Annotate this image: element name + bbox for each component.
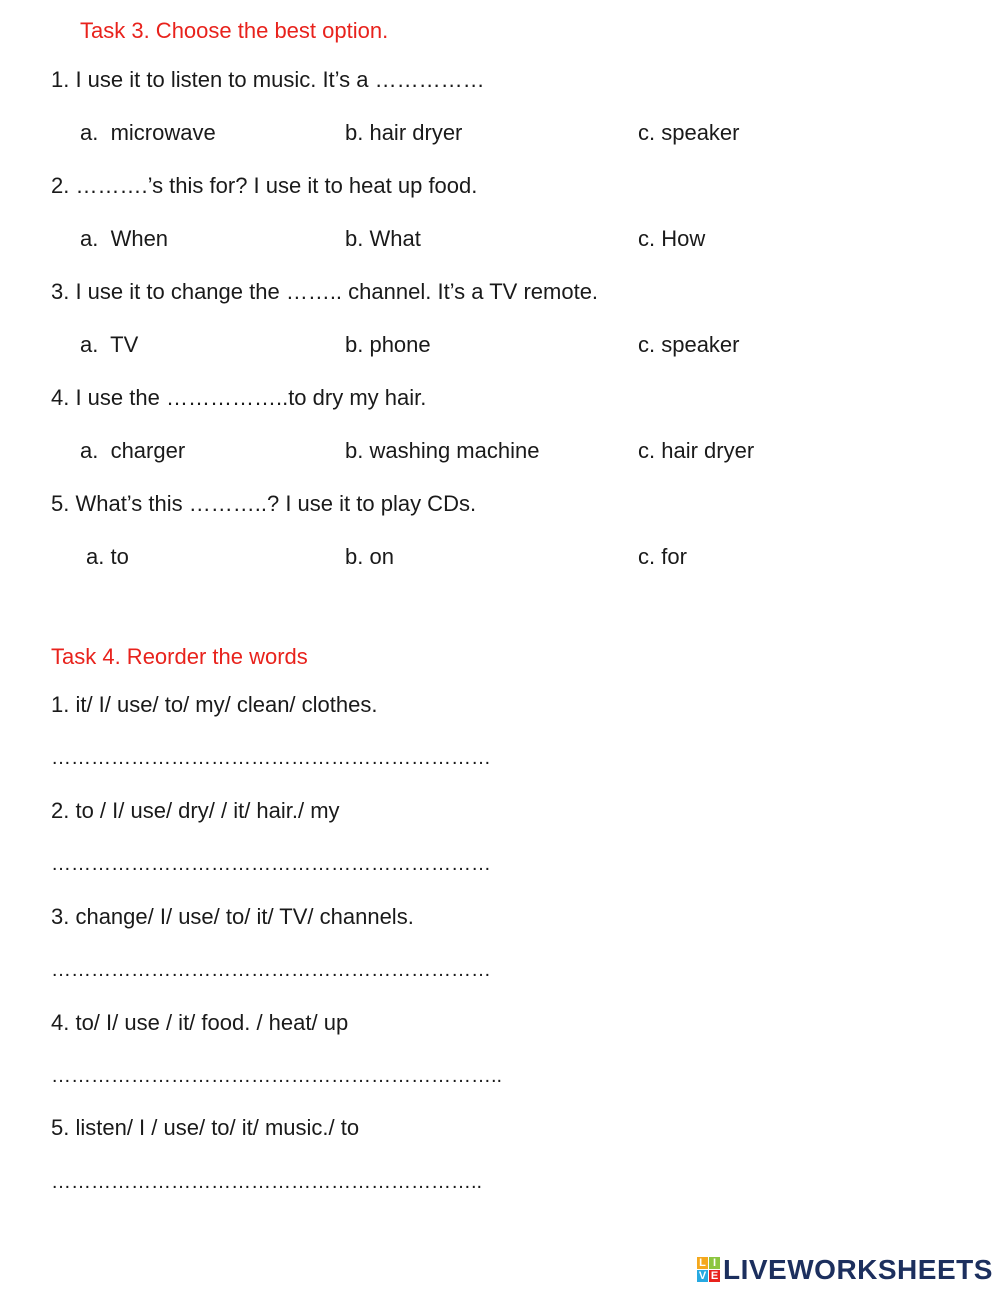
task3-q1-option-a[interactable]: a. microwave [80,120,216,145]
task3-q4-option-b[interactable]: b. washing machine [345,438,540,463]
task3-q2-option-c[interactable]: c. How [638,226,706,251]
task4-title: Task 4. Reorder the words [51,644,308,669]
logo-mark-letter-e: E [710,1270,719,1282]
task3-q3-option-a[interactable]: a. TV [80,332,139,357]
task4-prompt-5: 5. listen/ I / use/ to/ it/ music./ to [51,1115,360,1140]
task4-answer-line-5[interactable]: ……………………………………………………….. [51,1171,483,1193]
task3-question-2: 2. ……….’s this for? I use it to heat up food. [51,173,478,198]
task3-q5-option-c[interactable]: c. for [638,544,687,569]
task3-q3-option-b[interactable]: b. phone [345,332,431,357]
logo-mark-letter-i: I [709,1257,720,1269]
task3-q1-option-b[interactable]: b. hair dryer [345,120,463,145]
task3-question-3: 3. I use it to change the …….. channel. It’s a TV remote. [51,279,599,304]
task4-answer-line-3[interactable]: ………………………………………………………… [51,959,491,981]
task3-q1-option-c[interactable]: c. speaker [638,120,740,145]
liveworksheets-logo-icon [697,1257,721,1283]
task3-question-5: 5. What’s this ………..? I use it to play CDs. [51,491,477,516]
task3-q3-option-c[interactable]: c. speaker [638,332,740,357]
task3-title: Task 3. Choose the best option. [80,18,389,43]
task3-q4-option-c[interactable]: c. hair dryer [638,438,755,463]
task3-question-1: 1. I use it to listen to music. It’s a …………… [51,67,485,92]
task3-q5-option-b[interactable]: b. on [345,544,394,569]
task4-prompt-4: 4. to/ I/ use / it/ food. / heat/ up [51,1010,349,1035]
task3-question-4: 4. I use the ……………..to dry my hair. [51,385,427,410]
liveworksheets-logo[interactable] [697,1254,993,1286]
task3-q4-option-a[interactable]: a. charger [80,438,186,463]
task4-prompt-3: 3. change/ I/ use/ to/ it/ TV/ channels. [51,904,414,929]
liveworksheets-logo-text: LIVEWORKSHEETS [723,1254,993,1285]
task4-answer-line-4[interactable]: ………………………………………………………….. [51,1065,503,1087]
logo-mark-letter-v: V [698,1270,707,1282]
task3-q5-option-a[interactable]: a. to [86,544,129,569]
task4-answer-line-2[interactable]: ………………………………………………………… [51,853,491,875]
task4-answer-line-1[interactable]: ………………………………………………………… [51,747,491,769]
task4-prompt-2: 2. to / I/ use/ dry/ / it/ hair./ my [51,798,340,823]
task3-q2-option-b[interactable]: b. What [345,226,421,251]
logo-mark-letter-l: L [697,1257,708,1269]
task4-prompt-1: 1. it/ I/ use/ to/ my/ clean/ clothes. [51,692,378,717]
task3-q2-option-a[interactable]: a. When [80,226,169,251]
